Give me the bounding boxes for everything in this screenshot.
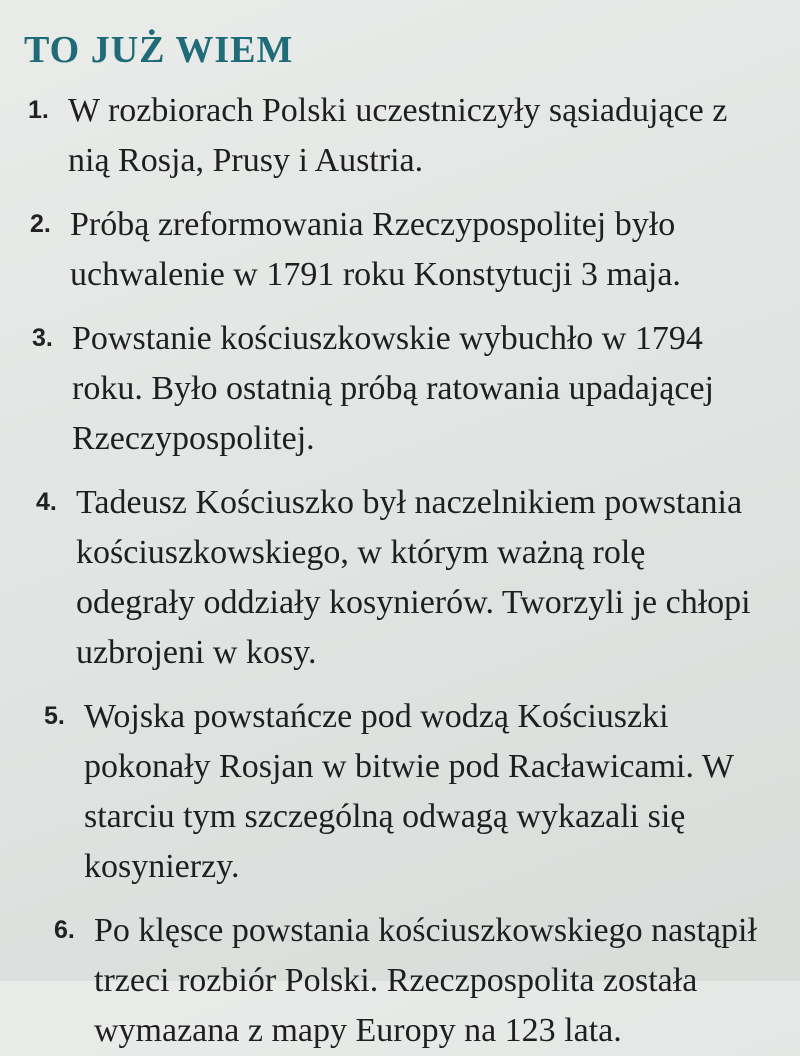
item-number: 4. (36, 487, 57, 516)
item-text: Tadeusz Kościuszko był naczelnikiem powstania kościuszkowskiego, w którym ważną rolę odegrały oddziały kosynierów. Tworzyli je chłopi uzbrojeni w kosy. (76, 483, 751, 671)
list-item (32, 314, 760, 464)
list-item (44, 692, 760, 892)
item-number: 6. (54, 915, 75, 944)
item-number: 3. (32, 323, 53, 352)
item-number: 1. (28, 95, 49, 124)
item-text: Wojska powstańcze pod wodzą Kościuszki pokonały Rosjan w bitwie pod Racławicami. W starciu tym szczególną odwagą wykazali się kosynierzy. (84, 697, 734, 885)
item-text: Powstanie kościuszkowskie wybuchło w 1794 roku. Było ostatnią próbą ratowania upadającej Rzeczypospolitej. (72, 319, 714, 457)
list-item (28, 86, 760, 186)
item-number: 5. (44, 701, 65, 730)
item-text: Po klęsce powstania kościuszkowskiego nastąpił trzeci rozbiór Polski. Rzeczpospolita została wymazana z mapy Europy na 123 lata. (94, 911, 757, 1049)
item-text: Próbą zreformowania Rzeczypospolitej było uchwalenie w 1791 roku Konstytucji 3 maja. (70, 205, 681, 293)
list-item (30, 200, 760, 300)
item-number: 2. (30, 209, 51, 238)
summary-list (24, 86, 760, 1056)
list-item (36, 478, 760, 678)
section-heading: TO JUŻ WIEM (24, 29, 294, 71)
item-text: W rozbiorach Polski uczestniczyły sąsiadujące z nią Rosja, Prusy i Austria. (68, 91, 728, 179)
